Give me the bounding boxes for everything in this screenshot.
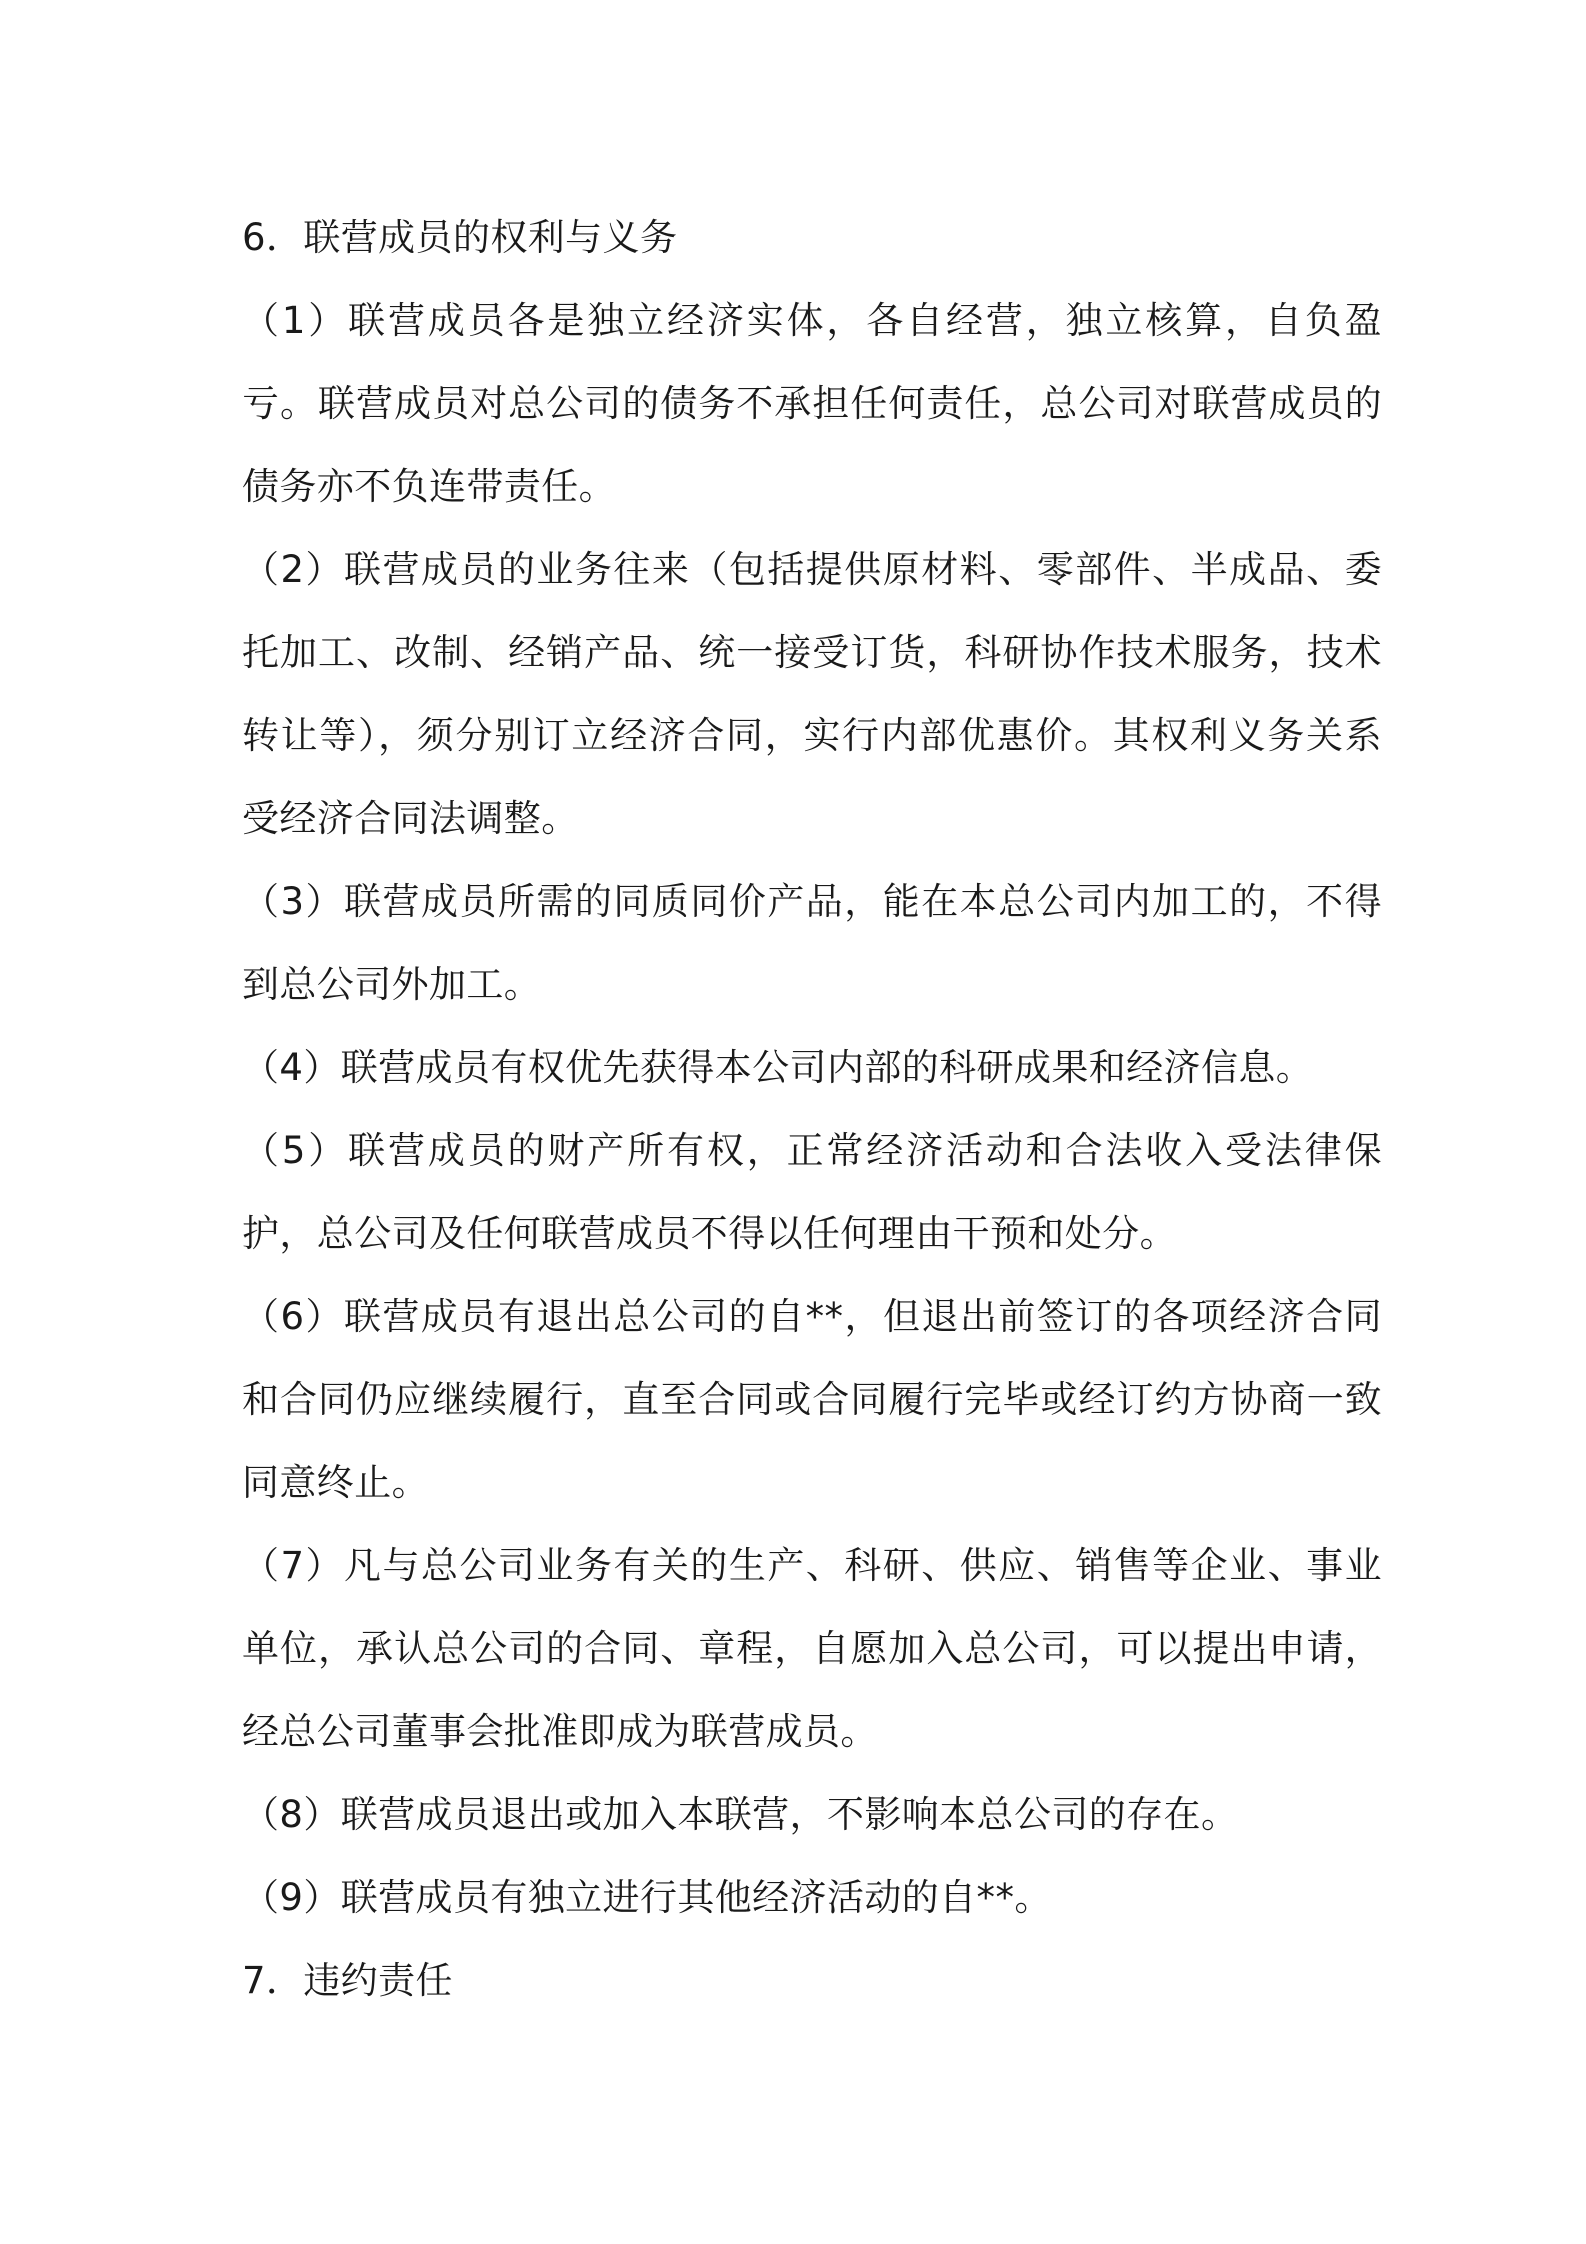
clause-3: （3）联营成员所需的同质同价产品，能在本总公司内加工的，不得到总公司外加工。	[242, 880, 1382, 1006]
clause-6: （6）联营成员有退出总公司的自**，但退出前签订的各项经济合同和合同仍应继续履行，直至合同或合同履行完毕或经订约方协商一致同意终止。	[242, 1295, 1382, 1504]
clause-5: （5）联营成员的财产所有权，正常经济活动和合法收入受法律保护，总公司及任何联营成员不得以任何理由干预和处分。	[242, 1129, 1382, 1255]
clause-1: （1）联营成员各是独立经济实体，各自经营，独立核算，自负盈亏。联营成员对总公司的债务不承担任何责任，总公司对联营成员的债务亦不负连带责任。	[242, 299, 1382, 508]
clause-7: （7）凡与总公司业务有关的生产、科研、供应、销售等企业、事业单位，承认总公司的合同、章程，自愿加入总公司，可以提出申请，经总公司董事会批准即成为联营成员。	[242, 1544, 1382, 1753]
clause-9: （9）联营成员有独立进行其他经济活动的自**。	[242, 1876, 1052, 1919]
clause-8: （8）联营成员退出或加入本联营，不影响本总公司的存在。	[242, 1793, 1239, 1836]
clause-2: （2）联营成员的业务往来（包括提供原材料、零部件、半成品、委托加工、改制、经销产品、统一接受订货，科研协作技术服务，技术转让等），须分别订立经济合同，实行内部优惠价。其权利义务关系受经济合同法调整。	[242, 548, 1382, 840]
section-6-heading: 6．联营成员的权利与义务	[242, 216, 678, 259]
document-body	[242, 196, 1382, 2022]
clause-4: （4）联营成员有权优先获得本公司内部的科研成果和经济信息。	[242, 1046, 1314, 1089]
section-7-heading: 7．违约责任	[242, 1959, 453, 2002]
